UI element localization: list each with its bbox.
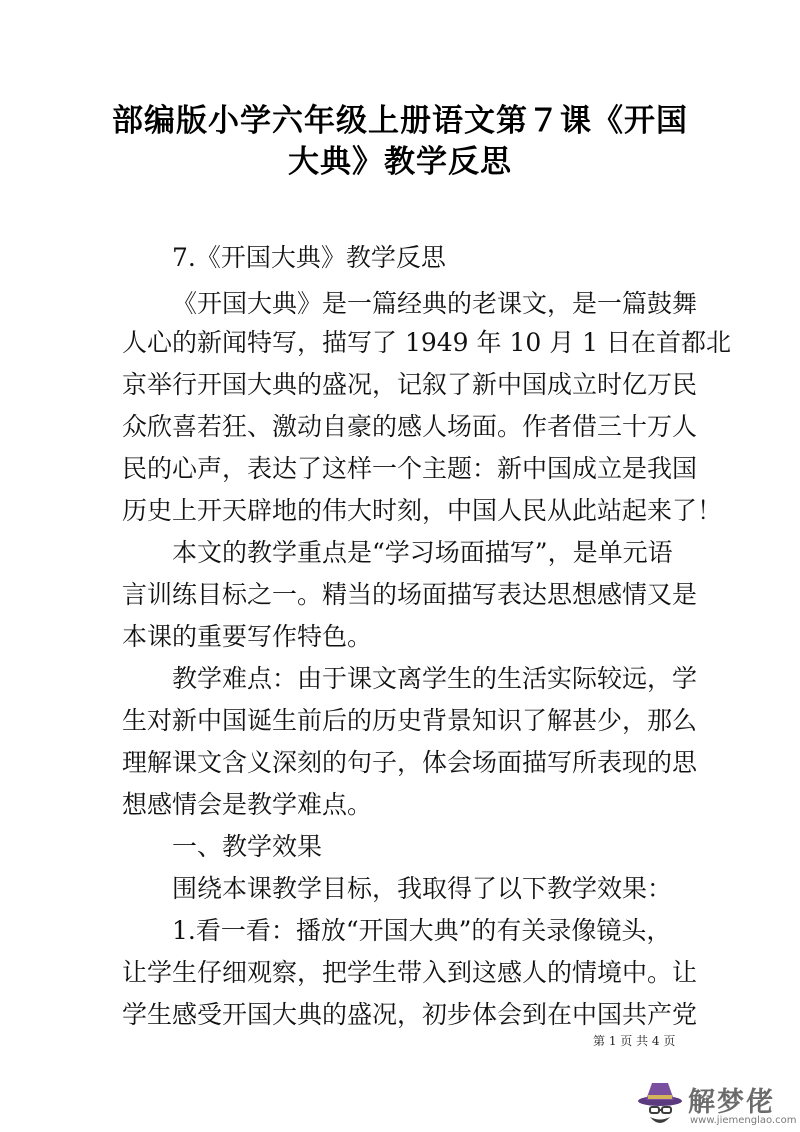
section-heading: 一、教学效果 — [172, 832, 323, 861]
paragraph-line: 人心的新闻特写，描写了 1949 年 10 月 1 日在首都北 — [122, 328, 732, 357]
document-title-line-1: 部编版小学六年级上册语文第７课《开国 — [112, 103, 688, 139]
paragraph-line: 理解课文含义深刻的句子，体会场面描写所表现的思 — [122, 748, 698, 777]
section-heading: 7.《开国大典》教学反思 — [172, 243, 446, 272]
page-number: 第 1 页 共 4 页 — [593, 1034, 676, 1048]
paragraph-line: 学生感受开国大典的盛况，初步体会到在中国共产党 — [122, 1000, 698, 1029]
watermark-name: 解梦佬 — [688, 1087, 775, 1118]
paragraph-line: 想感情会是教学难点。 — [122, 790, 373, 819]
paragraph-line: 众欣喜若狂、激动自豪的感人场面。作者借三十万人 — [122, 412, 698, 441]
paragraph-line: 1.看一看：播放“开国大典”的有关录像镜头， — [172, 916, 672, 945]
paragraph-line: 民的心声，表达了这样一个主题：新中国成立是我国 — [122, 454, 698, 483]
paragraph-line: 围绕本课教学目标，我取得了以下教学效果： — [172, 874, 673, 903]
paragraph-line: 生对新中国诞生前后的历史背景知识了解甚少，那么 — [122, 706, 698, 735]
paragraph-line: 本课的重要写作特色。 — [122, 622, 373, 651]
document-title-line-2: 大典》教学反思 — [288, 144, 512, 180]
paragraph-line: 历史上开天辟地的伟大时刻，中国人民从此站起来了！ — [122, 496, 723, 525]
watermark-url: www.jiemenglao.com — [690, 1115, 797, 1126]
paragraph-line: 本文的教学重点是“学习场面描写”，是单元语 — [172, 538, 673, 567]
paragraph-line: 言训练目标之一。精当的场面描写表达思想感情又是 — [122, 580, 698, 609]
paragraph-line: 让学生仔细观察，把学生带入到这感人的情境中。让 — [122, 958, 698, 987]
paragraph-line: 京举行开国大典的盛况，记叙了新中国成立时亿万民 — [122, 370, 698, 399]
paragraph-line: 《开国大典》是一篇经典的老课文，是一篇鼓舞 — [172, 289, 698, 318]
paragraph-line: 教学难点：由于课文离学生的生活实际较远，学 — [172, 664, 698, 693]
